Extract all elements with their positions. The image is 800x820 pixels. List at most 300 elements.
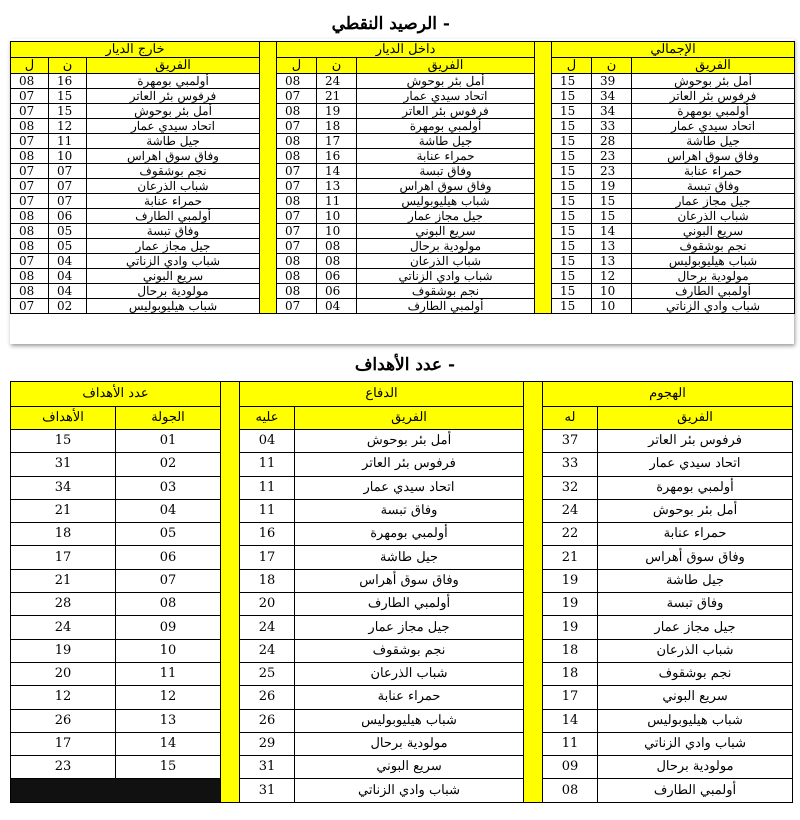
standings-row [11,269,795,284]
against-cell: 11 [240,453,295,476]
standings-row [11,209,795,224]
for-header: له [543,407,598,430]
attack-team-cell: حمراء عنابة [598,523,793,546]
away-pts-cell: 07 [49,194,87,209]
total-team-cell: مولودية برحال [632,269,795,284]
away-played-cell: 07 [11,254,49,269]
separator-peach [524,382,543,803]
home-team-cell: أولمبي الطارف [357,299,535,314]
goals-row [11,499,793,522]
round-goals-cell: 31 [11,453,116,476]
total-team-cell: اتحاد سيدي عمار [632,119,795,134]
home-team-cell: أولمبي بومهرة [357,119,535,134]
defense-team-cell: اتحاد سيدي عمار [295,476,524,499]
goals-row [11,523,793,546]
total-played-cell: 15 [552,164,592,179]
away-pts-cell: 04 [49,269,87,284]
against-cell: 29 [240,732,295,755]
for-cell: 33 [543,453,598,476]
standings-row [11,284,795,299]
round-goals-cell: 19 [11,639,116,662]
home-team-cell: حمراء عنابة [357,149,535,164]
round-goals-cell: 34 [11,476,116,499]
home-pts-cell: 08 [317,254,357,269]
for-cell: 19 [543,593,598,616]
defense-team-cell: فرفوس بئر العاتر [295,453,524,476]
away-pts-cell: 15 [49,89,87,104]
total-pts-cell: 19 [592,179,632,194]
defense-team-cell: وفاق سوق أهراس [295,569,524,592]
home-team-cell: جيل طاشة [357,134,535,149]
away-team-cell: جيل طاشة [87,134,260,149]
total-pts-cell: 34 [592,104,632,119]
home-played-cell: 08 [277,104,317,119]
home-pts-cell: 17 [317,134,357,149]
round-number-cell: 04 [116,499,221,522]
total-team-cell: وفاق سوق اهراس [632,149,795,164]
home-played-cell: 08 [277,254,317,269]
total-pts-cell: 28 [592,134,632,149]
standings-row [11,299,795,314]
standings-group-row [11,42,795,58]
round-goals-cell: 20 [11,662,116,685]
home-team-cell: سريع البوني [357,224,535,239]
standings-row [11,74,795,89]
home-team-cell: شباب هيليوبوليس [357,194,535,209]
against-cell: 16 [240,523,295,546]
home-played-cell: 08 [277,269,317,284]
home-pts-cell: 14 [317,164,357,179]
for-cell: 32 [543,476,598,499]
home-team-cell: نجم بوشقوف [357,284,535,299]
for-cell: 19 [543,616,598,639]
home-pts-cell: 18 [317,119,357,134]
attack-team-cell: سريع البوني [598,686,793,709]
separator-red [260,42,277,314]
home-played-cell: 08 [277,134,317,149]
goals-row [11,779,793,802]
total-team-cell: نجم بوشقوف [632,239,795,254]
away-team-cell: وفاق تبسة [87,224,260,239]
standings-row [11,179,795,194]
against-cell: 24 [240,616,295,639]
away-group-header: خارج الديار [11,42,260,58]
home-pts-cell: 21 [317,89,357,104]
standings-row [11,104,795,119]
against-cell: 17 [240,546,295,569]
for-cell: 24 [543,499,598,522]
home-team-cell: فرفوس بئر العاتر [357,104,535,119]
goals-row [11,639,793,662]
total-team-cell: فرفوس بئر العاتر [632,89,795,104]
round-number-cell: 06 [116,546,221,569]
defense-team-cell: جيل مجاز عمار [295,616,524,639]
home-team-cell: أمل بئر بوحوش [357,74,535,89]
round-number-cell: 01 [116,430,221,453]
round-number-cell: 13 [116,709,221,732]
defense-team-cell: وفاق تبسة [295,499,524,522]
attack-team-cell: فرفوس بئر العاتر [598,430,793,453]
total-played-cell: 15 [552,239,592,254]
home-pts-cell: 16 [317,149,357,164]
attack-team-cell: أولمبي بومهرة [598,476,793,499]
against-cell: 25 [240,662,295,685]
defense-team-cell: شباب هيليوبوليس [295,709,524,732]
for-cell: 08 [543,779,598,802]
round-number-cell: 08 [116,593,221,616]
home-team-header: الفريق [357,58,535,74]
against-cell: 18 [240,569,295,592]
round-goals-cell: 21 [11,569,116,592]
away-team-cell: مولودية برحال [87,284,260,299]
for-cell: 18 [543,639,598,662]
standings-row [11,149,795,164]
total-played-cell: 15 [552,269,592,284]
away-played-cell: 07 [11,194,49,209]
standings-title: - الرصيد النقطي [331,14,450,34]
round-number-cell: 05 [116,523,221,546]
home-played-cell: 07 [277,179,317,194]
attack-team-cell: وفاق تبسة [598,593,793,616]
home-pts-cell: 06 [317,284,357,299]
total-pts-cell: 10 [592,299,632,314]
away-played-cell: 07 [11,104,49,119]
for-cell: 18 [543,662,598,685]
goals-group-row [11,382,793,407]
total-pts-cell: 23 [592,164,632,179]
home-pts-cell: 24 [317,74,357,89]
goals-row [11,430,793,453]
standings-row [11,254,795,269]
home-played-cell: 08 [277,194,317,209]
total-pts-cell: 13 [592,254,632,269]
total-pts-cell: 10 [592,284,632,299]
away-played-cell: 07 [11,164,49,179]
total-pts-cell: 12 [592,269,632,284]
attack-team-cell: شباب وادي الزناتي [598,732,793,755]
defense-team-header: الفريق [295,407,524,430]
for-cell: 14 [543,709,598,732]
home-played-cell: 08 [277,74,317,89]
defense-team-cell: نجم بوشقوف [295,639,524,662]
home-team-cell: جيل مجاز عمار [357,209,535,224]
defense-team-cell: جيل طاشة [295,546,524,569]
separator-purple [221,382,240,803]
against-cell: 26 [240,686,295,709]
round-goals-cell: 12 [11,686,116,709]
away-pts-cell: 05 [49,224,87,239]
total-played-cell: 15 [552,224,592,239]
away-team-cell: أولمبي الطارف [87,209,260,224]
home-pts-cell: 10 [317,224,357,239]
home-played-cell: 07 [277,164,317,179]
home-team-cell: مولودية برحال [357,239,535,254]
total-pts-cell: 34 [592,89,632,104]
round-goals-cell: 21 [11,499,116,522]
for-cell: 19 [543,569,598,592]
away-pts-cell: 05 [49,239,87,254]
goals-row [11,709,793,732]
standings-table [10,41,795,314]
empty-cell [11,779,221,802]
round-goals-cell: 26 [11,709,116,732]
away-played-cell: 07 [11,179,49,194]
home-team-cell: شباب الذرعان [357,254,535,269]
round-goals-cell: 17 [11,732,116,755]
away-team-cell: أولمبي بومهرة [87,74,260,89]
goals-row [11,686,793,709]
standings-row [11,194,795,209]
goals-row [11,546,793,569]
standings-row [11,239,795,254]
away-pts-cell: 07 [49,164,87,179]
defense-team-cell: مولودية برحال [295,732,524,755]
attack-team-cell: أمل بئر بوحوش [598,499,793,522]
total-pts-cell: 14 [592,224,632,239]
standings-column-row [11,58,795,74]
defense-group-header: الدفاع [240,382,524,407]
away-pts-cell: 06 [49,209,87,224]
total-played-cell: 15 [552,299,592,314]
total-played-cell: 15 [552,179,592,194]
total-played-cell: 15 [552,104,592,119]
attack-team-cell: شباب هيليوبوليس [598,709,793,732]
total-pts-cell: 15 [592,209,632,224]
for-cell: 22 [543,523,598,546]
total-team-cell: جيل مجاز عمار [632,194,795,209]
home-pts-header: ن [317,58,357,74]
total-pts-cell: 39 [592,74,632,89]
total-team-cell: وفاق تبسة [632,179,795,194]
home-played-header: ل [277,58,317,74]
for-cell: 21 [543,546,598,569]
round-header: الجولة [116,407,221,430]
against-header: عليه [240,407,295,430]
total-played-cell: 15 [552,119,592,134]
away-team-cell: حمراء عنابة [87,194,260,209]
home-team-cell: وفاق سوق اهراس [357,179,535,194]
away-team-cell: اتحاد سيدي عمار [87,119,260,134]
goals-row [11,756,793,779]
round-goals-cell: 23 [11,756,116,779]
away-played-cell: 08 [11,224,49,239]
rounds-group-header: عدد الأهداف [11,382,221,407]
away-played-cell: 08 [11,239,49,254]
goals-row [11,616,793,639]
home-played-cell: 08 [277,284,317,299]
goals-header: الأهداف [11,407,116,430]
defense-team-cell: أمل بئر بوحوش [295,430,524,453]
attack-group-header: الهجوم [543,382,793,407]
round-goals-cell: 24 [11,616,116,639]
round-goals-cell: 15 [11,430,116,453]
attack-team-cell: مولودية برحال [598,756,793,779]
total-group-header: الإجمالي [552,42,795,58]
round-number-cell: 15 [116,756,221,779]
total-team-cell: أولمبي بومهرة [632,104,795,119]
separator-green [535,42,552,314]
round-goals-cell: 28 [11,593,116,616]
round-number-cell: 10 [116,639,221,662]
away-team-cell: شباب هيليوبوليس [87,299,260,314]
against-cell: 31 [240,779,295,802]
round-number-cell: 12 [116,686,221,709]
away-pts-cell: 10 [49,149,87,164]
away-played-cell: 07 [11,299,49,314]
round-goals-cell: 18 [11,523,116,546]
round-number-cell: 02 [116,453,221,476]
defense-team-cell: شباب وادي الزناتي [295,779,524,802]
away-played-cell: 08 [11,209,49,224]
total-played-cell: 15 [552,209,592,224]
away-team-cell: أمل بئر بوحوش [87,104,260,119]
against-cell: 11 [240,476,295,499]
total-played-cell: 15 [552,74,592,89]
against-cell: 11 [240,499,295,522]
for-cell: 09 [543,756,598,779]
home-played-cell: 07 [277,209,317,224]
attack-team-cell: أولمبي الطارف [598,779,793,802]
attack-team-cell: وفاق سوق أهراس [598,546,793,569]
home-team-cell: اتحاد سيدي عمار [357,89,535,104]
home-pts-cell: 19 [317,104,357,119]
away-pts-header: ن [49,58,87,74]
home-played-cell: 07 [277,224,317,239]
away-team-cell: شباب الذرعان [87,179,260,194]
goals-row [11,593,793,616]
attack-team-cell: شباب الذرعان [598,639,793,662]
total-pts-header: ن [592,58,632,74]
away-team-header: الفريق [87,58,260,74]
total-team-cell: سريع البوني [632,224,795,239]
defense-team-cell: أولمبي الطارف [295,593,524,616]
home-pts-cell: 10 [317,209,357,224]
total-team-cell: أولمبي الطارف [632,284,795,299]
away-played-cell: 08 [11,284,49,299]
goals-title: - عدد الأهداف [354,355,455,375]
away-team-cell: وفاق سوق اهراس [87,149,260,164]
away-played-cell: 08 [11,149,49,164]
away-team-cell: جيل مجاز عمار [87,239,260,254]
home-pts-cell: 13 [317,179,357,194]
away-team-cell: سريع البوني [87,269,260,284]
total-pts-cell: 15 [592,194,632,209]
standings-row [11,119,795,134]
standings-row [11,89,795,104]
round-number-cell: 03 [116,476,221,499]
defense-team-cell: شباب الذرعان [295,662,524,685]
away-pts-cell: 04 [49,284,87,299]
total-pts-cell: 13 [592,239,632,254]
away-pts-cell: 11 [49,134,87,149]
home-played-cell: 07 [277,89,317,104]
for-cell: 17 [543,686,598,709]
away-team-cell: فرفوس بئر العاتر [87,89,260,104]
total-pts-cell: 33 [592,119,632,134]
total-pts-cell: 23 [592,149,632,164]
goals-row [11,453,793,476]
total-played-cell: 15 [552,134,592,149]
home-pts-cell: 06 [317,269,357,284]
away-played-cell: 08 [11,74,49,89]
total-team-cell: جيل طاشة [632,134,795,149]
standings-row [11,224,795,239]
away-played-cell: 07 [11,89,49,104]
total-played-cell: 15 [552,194,592,209]
home-pts-cell: 11 [317,194,357,209]
attack-team-cell: نجم بوشقوف [598,662,793,685]
total-team-cell: شباب هيليوبوليس [632,254,795,269]
defense-team-cell: حمراء عنابة [295,686,524,709]
round-number-cell: 11 [116,662,221,685]
goals-row [11,569,793,592]
standings-row [11,134,795,149]
home-played-cell: 07 [277,239,317,254]
against-cell: 24 [240,639,295,662]
against-cell: 31 [240,756,295,779]
total-team-cell: حمراء عنابة [632,164,795,179]
home-pts-cell: 08 [317,239,357,254]
total-played-cell: 15 [552,89,592,104]
home-played-cell: 07 [277,299,317,314]
attack-team-cell: جيل طاشة [598,569,793,592]
away-played-cell: 08 [11,269,49,284]
against-cell: 20 [240,593,295,616]
round-number-cell: 09 [116,616,221,639]
home-played-cell: 08 [277,149,317,164]
for-cell: 37 [543,430,598,453]
total-played-cell: 15 [552,254,592,269]
against-cell: 04 [240,430,295,453]
attack-team-cell: جيل مجاز عمار [598,616,793,639]
total-played-cell: 15 [552,284,592,299]
total-team-header: الفريق [632,58,795,74]
defense-team-cell: أولمبي بومهرة [295,523,524,546]
total-team-cell: أمل بئر بوحوش [632,74,795,89]
away-pts-cell: 15 [49,104,87,119]
round-goals-cell: 17 [11,546,116,569]
away-team-cell: شباب وادي الزناتي [87,254,260,269]
total-team-cell: شباب وادي الزناتي [632,299,795,314]
against-cell: 26 [240,709,295,732]
goals-table [10,381,793,803]
away-pts-cell: 12 [49,119,87,134]
round-number-cell: 14 [116,732,221,755]
total-team-cell: شباب الذرعان [632,209,795,224]
away-pts-cell: 16 [49,74,87,89]
goals-row [11,662,793,685]
standings-row [11,164,795,179]
away-played-cell: 08 [11,119,49,134]
attack-team-header: الفريق [598,407,793,430]
total-played-cell: 15 [552,149,592,164]
total-played-header: ل [552,58,592,74]
away-played-cell: 07 [11,134,49,149]
away-pts-cell: 07 [49,179,87,194]
defense-team-cell: سريع البوني [295,756,524,779]
attack-team-cell: اتحاد سيدي عمار [598,453,793,476]
for-cell: 11 [543,732,598,755]
round-number-cell: 07 [116,569,221,592]
away-pts-cell: 04 [49,254,87,269]
away-team-cell: نجم بوشقوف [87,164,260,179]
home-team-cell: وفاق تبسة [357,164,535,179]
away-played-header: ل [11,58,49,74]
away-pts-cell: 02 [49,299,87,314]
home-group-header: داخل الديار [277,42,535,58]
goals-column-row [11,407,793,430]
goals-row [11,476,793,499]
